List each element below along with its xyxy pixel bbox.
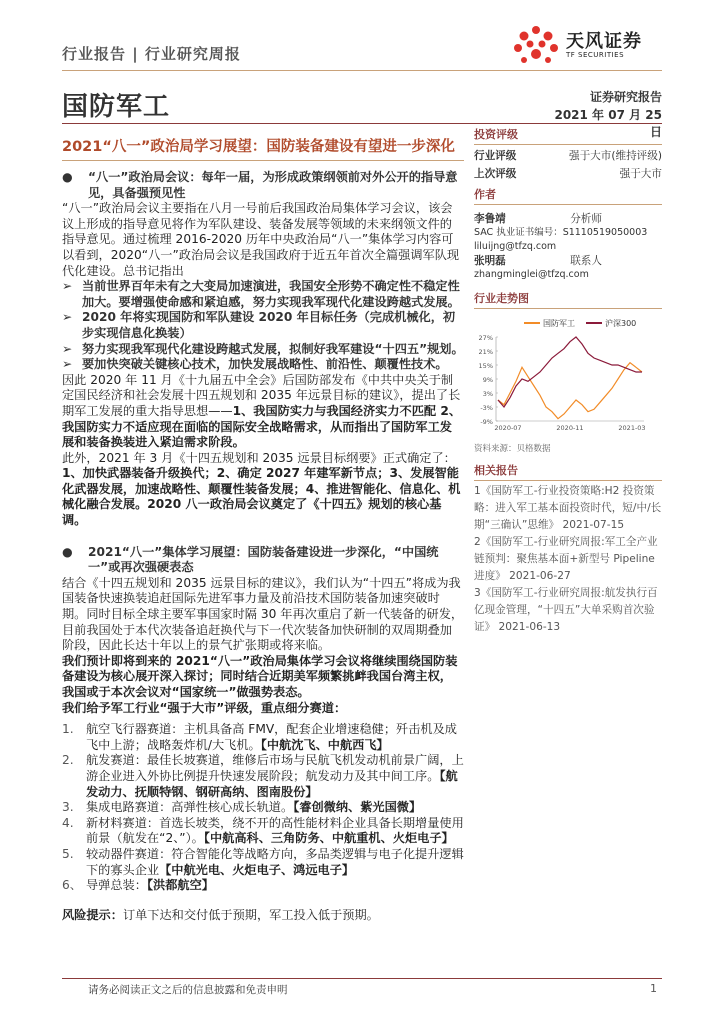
author-1-cert: SAC 执业证书编号：S1110519050003 (474, 227, 648, 238)
arrow-point-3: ➢ 努力实现我军现代化建设跨越式发展，拟制好我军建设“十四五”规划。 (62, 341, 464, 356)
industry-rating-row: 行业评级 强于大市(维持评级) (474, 150, 662, 162)
subtitle-divider (62, 160, 464, 161)
chart-source: 资料来源：贝格数据 (474, 444, 551, 454)
rating-title: 投资评级 (474, 128, 518, 141)
sector-item: 5. 较动器件赛道：符合智能化等战略方向，多品类逻辑与电子化提升逻辑下的寡头企业【中航光电、火炬电子、鸿远电子】 (62, 846, 464, 877)
logo-mark-icon (510, 22, 562, 72)
x-tick-label: 2021-03 (618, 424, 646, 432)
x-tick-label: 2020-11 (556, 424, 584, 432)
paragraph-5: 我们预计即将到来的 2021“八一”政治局集体学习会议将继续围绕国防装备建设为核心展开深入探讨；同时结合近期美军频繁挑衅我国台湾主权，我国或于本次会议对“国家统一”做强势表态。 (62, 653, 458, 699)
related-report-1[interactable]: 1《国防军工-行业投资策略:H2 投资策略：进入军工基本面投资时代，短/中/长期“三确认”思维》 2021-07-15 (474, 485, 662, 531)
y-tick-label: 21% (478, 348, 493, 356)
rating-section (474, 126, 662, 181)
page-number: 1 (650, 982, 657, 995)
arrow-point-2: ➢ 2020 年将实现国防和军队建设 2020 年目标任务（完成机械化，初步实现信息化换装） (62, 310, 456, 340)
related-title: 相关报告 (474, 464, 518, 477)
sector-item: 3. 集成电路赛道：高弹性核心成长轨道。【睿创微纳、紫光国微】 (62, 800, 422, 815)
industry-title: 国防军工 (62, 92, 171, 122)
y-tick-label: 27% (478, 334, 493, 342)
sector-item: 2. 航发赛道：最佳长坡赛道，维修后市场与民航飞机发动机前景广阔，上游企业进入外协比例提升快速发展阶段；航发动力及其中间工序。【航发动力、抚顺特钢、钢研高纳、图南股份】 (62, 753, 464, 799)
trend-title: 行业走势图 (474, 292, 529, 305)
report-category: 行业报告 | 行业研究周报 (62, 45, 241, 63)
bullet-heading-2: ● 2021“八一”集体学习展望：国防装备建设进一步深化，“中国统一”或再次强硬表态 (62, 544, 439, 575)
report-type: 证券研究报告 (589, 90, 662, 104)
author-1: 李鲁靖 分析师 (474, 213, 602, 225)
title-divider (62, 123, 662, 124)
prev-rating-row: 上次评级 强于大市 (474, 168, 662, 180)
report-title: 2021“八一”政治局学习展望：国防装备建设有望进一步深化 (62, 139, 455, 155)
logo-subtext: TF SECURITIES (566, 51, 625, 59)
author-2: 张明磊 联系人 (474, 255, 602, 267)
paragraph-4: 结合《十四五规划和 2035 远景目标的建议》，我们认为“十四五”将成为我国装备快速换装追赶国际先进军事力量及前沿技术国防装备加速突破时期。同时目标全球主要军事国家时隔 30 年再次重启了新一代装备的研发，目前我国处于本代次装备追赶换代与下一代次装备加快研制的双周期叠加阶段，因此长达十年以上的景气扩张期或将来临。 (62, 575, 464, 653)
sector-item: 1. 航空飞行器赛道：主机具备高 FMV，配套企业增速稳健；歼击机及成飞中上游；战略轰炸机/大飞机。【中航沈飞、中航西飞】 (62, 722, 457, 752)
header-divider (62, 70, 662, 71)
y-tick-label: 15% (478, 362, 493, 370)
footer-divider (62, 978, 662, 979)
trend-chart (474, 309, 662, 437)
paragraph-3: 此外，2021 年 3 月《十四五规划和 2035 远景目标纲要》正式确定了：1、加快武器装备升级换代；2、确定 2027 年建军新节点；3、发展智能化武器发展，加速战略性、颠覆性装备发展；4、推进智能化、信息化、机械化融合发展。2020 八一政治局会议奠定了《十四五》规划的核心基调。 (62, 450, 461, 528)
y-tick-label: 9% (482, 376, 493, 384)
sector-list (62, 722, 464, 894)
legend-label: 国防军工 (543, 319, 575, 328)
related-section (474, 462, 662, 636)
logo-text: 天风证券 (566, 31, 642, 52)
report-date: 2021 年 07 月 25 日 (554, 108, 662, 139)
sector-item: 4. 新材料赛道：首选长坡类，绕不开的高性能材料企业具备长期增量使用前景（航发在“2、”）。【中航高科、三角防务、中航重机、火炬电子】 (62, 815, 464, 846)
trend-section (474, 290, 662, 454)
footer-disclaimer: 请务必阅读正文之后的信息披露和免责申明 (88, 984, 288, 996)
risk-warning: 风险提示：订单下达和交付低于预期，军工投入低于预期。 (62, 908, 379, 922)
arrow-point-1: ➢ 当前世界百年未有之大变局加速演进，我国安全形势不确定性不稳定性加大。要增强使命感和紧迫感，努力实现我军现代化建设跨越式发展。 (62, 279, 460, 309)
main-content (62, 170, 464, 894)
authors-title: 作者 (474, 188, 496, 201)
paragraph-2: 因此 2020 年 11 月《十九届五中全会》后国防部发布《中共中央关于制定国民经济和社会发展十四五规划和 2035 年远景目标的建议》，提出了长期军工发展的重大指导思想——1、我国防实力与我国经济实力不匹配 2、我国防实力不适应现在面临的国际安全战略需求，从而指出了国防军工发展和装备换装进入紧迫需求阶段。 (62, 372, 462, 450)
arrow-point-4: ➢ 要加快突破关键核心技术，加快发展战略性、前沿性、颠覆性技术。 (62, 357, 448, 372)
authors-section (474, 186, 662, 281)
y-tick-label: 3% (482, 390, 493, 398)
series-line (498, 363, 642, 419)
x-tick-label: 2020-07 (494, 424, 522, 432)
bullet-heading-1: ● “八一”政治局会议：每年一届，为形成政策纲领前对外公开的指导意见，具备强预见性 (62, 170, 458, 200)
legend-label: 沪深300 (605, 319, 637, 328)
paragraph-1: “八一”政治局会议主要指在八月一号前后我国政治局集体学习会议，该会议上形成的指导意见将作为军队建设、装备发展等领域的未来纲领文件的指导意见。通过梳理 2016-2020 历年中央政治局“八一”集体学习内容可以看到，2020“八一”政治局会议是我国政府于近五年首次全篇强调军队现代化建设。总书记指出 (62, 201, 460, 278)
author-2-email[interactable]: zhangminglei@tfzq.com (474, 269, 589, 280)
y-tick-label: -3% (480, 404, 493, 412)
y-tick-label: -9% (480, 418, 493, 426)
author-1-email[interactable]: liluijng@tfzq.com (474, 241, 557, 252)
related-report-2[interactable]: 2《国防军工-行业研究周报:军工全产业链预判：聚焦基本面+新型号 Pipeline 进度》 2021-06-27 (474, 536, 658, 582)
paragraph-6: 我们给予军工行业“强于大市”评级，重点细分赛道： (62, 700, 347, 715)
related-report-3[interactable]: 3《国防军工-行业研究周报:航发执行百亿现金管理，“十四五”大单采购首次验证》 2021-06-13 (474, 587, 658, 633)
sector-item: 6、 导弹总装：【洪都航空】 (62, 878, 214, 893)
